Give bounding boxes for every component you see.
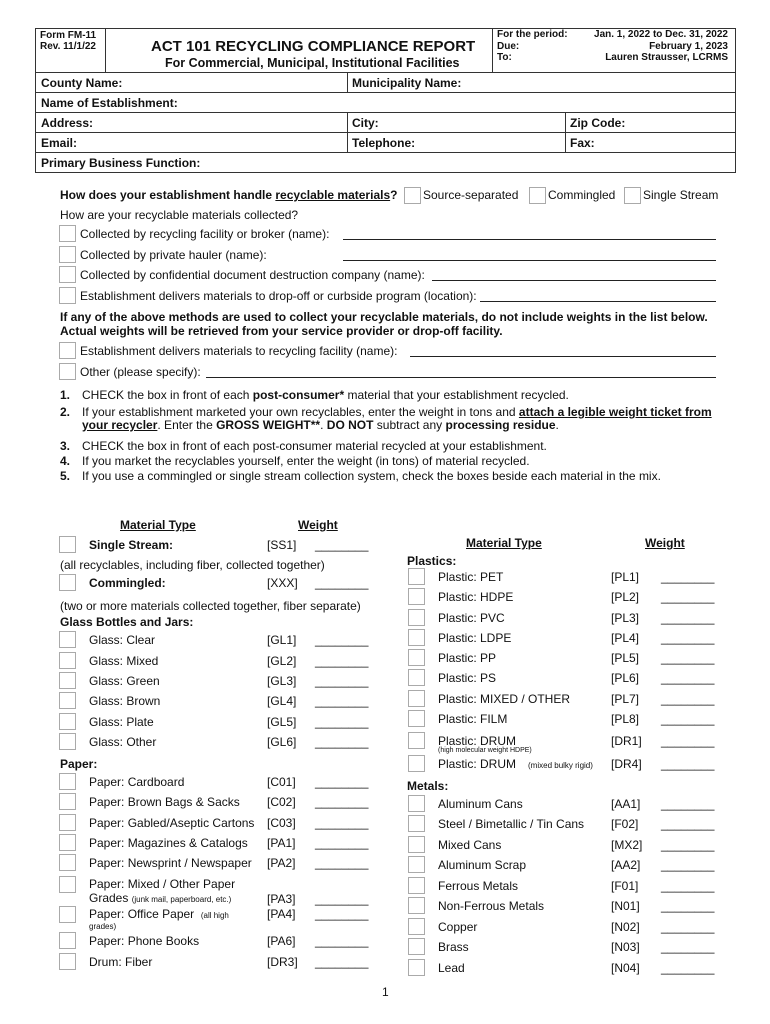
due-value: February 1, 2023 (649, 41, 728, 52)
t: Glass: Brown (89, 694, 161, 708)
weight-input[interactable]: ________ (661, 757, 715, 771)
q-text: How does your establishment handle (60, 188, 276, 202)
material-label (438, 838, 513, 852)
t: Paper: Magazines & Catalogs (89, 836, 248, 850)
t: Steel / Bimetallic / Tin Cans (438, 817, 585, 831)
material-label (438, 734, 528, 748)
t: Plastic: DRUM (438, 734, 517, 748)
material-label (89, 674, 172, 688)
section-heading: Paper: (60, 757, 98, 771)
commingled-material-checkbox[interactable] (59, 574, 76, 591)
collection-option: Establishment delivers materials to recycling facility (name): (80, 344, 398, 358)
divider (35, 92, 735, 93)
source-separated-checkbox[interactable] (404, 187, 421, 204)
single-stream-checkbox[interactable] (624, 187, 641, 204)
weight-input[interactable]: ________ (661, 838, 715, 852)
material-code: [C03] (267, 816, 296, 830)
material-code: [PL3] (611, 611, 640, 625)
weight-input[interactable]: ________ (661, 671, 715, 685)
step-number: 4. (60, 454, 71, 468)
t: GROSS WEIGHT** (216, 418, 321, 432)
material-label (438, 920, 489, 934)
weight-input[interactable]: ________ (315, 654, 369, 668)
divider (35, 172, 735, 173)
material-code: [PL7] (611, 692, 640, 706)
address-field[interactable]: Address: (41, 116, 94, 130)
material-code: [PA6] (267, 934, 296, 948)
t: Paper: Gabled/Aseptic Cartons (89, 816, 255, 830)
material-checkbox[interactable] (408, 938, 425, 955)
divider (35, 132, 735, 133)
t: Lead (438, 961, 465, 975)
weight-input[interactable]: ________ (315, 775, 369, 789)
material-checkbox[interactable] (408, 856, 425, 873)
material-label (438, 961, 477, 975)
t: attach a legible weight ticket from (518, 405, 712, 419)
period-value: Jan. 1, 2022 to Dec. 31, 2022 (594, 29, 728, 40)
t: Brass (438, 940, 469, 954)
material-code: [F01] (611, 879, 639, 893)
material-label (89, 907, 229, 921)
material-label (438, 712, 519, 726)
t: Paper: Brown Bags & Sacks (89, 795, 240, 809)
material-note: (high molecular weight HDPE) (438, 747, 532, 754)
material-label (89, 775, 196, 789)
weight-input[interactable]: ________ (661, 611, 715, 625)
weight-input[interactable]: ________ (661, 734, 715, 748)
divider (35, 72, 735, 73)
t: DO NOT (326, 418, 374, 432)
t: Paper: Newsprint / Newspaper (89, 856, 252, 870)
form-revision: Rev. 11/1/22 (40, 41, 96, 52)
column-header-material: Material Type (466, 536, 542, 550)
material-code: [XXX] (267, 576, 298, 590)
single-stream-material-checkbox[interactable] (59, 536, 76, 553)
t: Paper: Office Paper (89, 907, 195, 921)
material-label (438, 858, 538, 872)
material-label (89, 735, 168, 749)
to-value: Lauren Strausser, LCRMS (605, 52, 728, 63)
t: (mixed bulky rigid) (528, 761, 593, 770)
t: Paper: Cardboard (89, 775, 185, 789)
option-label: Commingled (548, 188, 616, 202)
t: Glass: Clear (89, 633, 156, 647)
t: Glass: Plate (89, 715, 154, 729)
notice-text: Actual weights will be retrieved from your service provider or drop-off facility. (60, 324, 503, 338)
t: (all high (200, 911, 229, 920)
business-function-field[interactable]: Primary Business Function: (41, 156, 201, 170)
collection-option: Collected by private hauler (name): (80, 248, 267, 262)
material-label: Commingled: (89, 576, 166, 590)
to-label: To: (497, 52, 512, 63)
material-code: [GL5] (267, 715, 297, 729)
material-checkbox[interactable] (408, 588, 425, 605)
weight-input[interactable]: ________ (315, 633, 369, 647)
fax-field[interactable]: Fax: (570, 136, 595, 150)
material-note: (two or more materials collected together, fiber separate) (60, 599, 361, 613)
instruction-5: If you use a commingled or single stream collection system, check the boxes beside each material in the mix. (82, 469, 661, 483)
material-checkbox[interactable] (408, 795, 425, 812)
material-label (89, 836, 260, 850)
collection-option: Other (please specify): (80, 365, 201, 379)
divider (565, 112, 566, 152)
weight-input[interactable]: ________ (315, 715, 369, 729)
weight-input[interactable]: ________ (661, 899, 715, 913)
material-code: [MX2] (611, 838, 643, 852)
t: Mixed Cans (438, 838, 502, 852)
t: Aluminum Cans (438, 797, 523, 811)
material-label (438, 611, 517, 625)
material-code: [PA3] (267, 892, 296, 906)
t: Plastic: PS (438, 671, 497, 685)
t: material that your establishment recycled. (344, 388, 569, 402)
section-heading: Metals: (407, 779, 449, 793)
material-checkbox[interactable] (59, 906, 76, 923)
material-code: [PL5] (611, 651, 640, 665)
instruction-2-cont (82, 418, 559, 432)
material-checkbox[interactable] (408, 836, 425, 853)
material-code: [N03] (611, 940, 640, 954)
material-code: [AA1] (611, 797, 641, 811)
county-field[interactable]: County Name: (41, 76, 123, 90)
material-code: [C01] (267, 775, 296, 789)
email-field[interactable]: Email: (41, 136, 78, 150)
material-checkbox[interactable] (408, 918, 425, 935)
weight-input[interactable]: ________ (661, 692, 715, 706)
material-checkbox[interactable] (408, 568, 425, 585)
t: post-consumer* (252, 388, 345, 402)
t: Aluminum Scrap (438, 858, 527, 872)
weight-input[interactable]: ________ (315, 955, 369, 969)
location-input[interactable] (480, 301, 716, 302)
material-code: [C02] (267, 795, 296, 809)
weight-input[interactable]: ________ (315, 856, 369, 870)
material-checkbox[interactable] (408, 877, 425, 894)
t: CHECK the box in front of each (82, 388, 253, 402)
weight-input[interactable]: ________ (315, 694, 369, 708)
weight-input[interactable]: ________ (661, 961, 715, 975)
page-subtitle: For Commercial, Municipal, Institutional Facilities (165, 56, 460, 70)
zip-field[interactable]: Zip Code: (570, 116, 626, 130)
weight-input[interactable]: ________ (661, 631, 715, 645)
t: subtract any (373, 418, 446, 432)
t: . Enter the (157, 418, 217, 432)
divider (105, 28, 106, 72)
t: Plastic: PP (438, 651, 497, 665)
column-header-weight: Weight (298, 518, 338, 532)
municipality-field[interactable]: Municipality Name: (352, 76, 462, 90)
t: Copper (438, 920, 478, 934)
material-label (438, 671, 508, 685)
collection-checkbox[interactable] (59, 363, 76, 380)
form-number: Form FM-11 (40, 30, 97, 41)
t: Plastic: HDPE (438, 590, 514, 604)
material-code: [F02] (611, 817, 639, 831)
divider (492, 28, 493, 72)
weight-input[interactable]: ________ (315, 735, 369, 749)
page-number: 1 (382, 985, 389, 999)
material-note: grades) (89, 922, 117, 931)
material-code: [AA2] (611, 858, 641, 872)
collection-checkbox[interactable] (59, 266, 76, 283)
notice-text: If any of the above methods are used to collect your recyclable materials, do not include weights in the list below. (60, 310, 708, 324)
option-label: Single Stream (643, 188, 719, 202)
instruction-3: CHECK the box in front of each post-consumer material recycled at your establishment. (82, 439, 547, 453)
material-label (89, 795, 252, 809)
material-code: [PL6] (611, 671, 640, 685)
collection-checkbox[interactable] (59, 342, 76, 359)
t: processing residue (445, 418, 556, 432)
weight-input[interactable]: ________ (315, 934, 369, 948)
weight-input[interactable]: ________ (661, 940, 715, 954)
collection-option: Collected by confidential document destruction company (name): (80, 268, 425, 282)
material-label (89, 633, 167, 647)
step-number: 5. (60, 469, 71, 483)
establishment-field[interactable]: Name of Establishment: (41, 96, 178, 110)
weight-input[interactable]: ________ (315, 795, 369, 809)
t: . (555, 418, 559, 432)
material-checkbox[interactable] (59, 631, 76, 648)
material-label (89, 816, 266, 830)
material-checkbox[interactable] (408, 959, 425, 976)
weight-input[interactable]: ________ (315, 538, 369, 552)
material-label (438, 757, 593, 771)
material-code: [PL8] (611, 712, 640, 726)
material-code: [SS1] (267, 538, 297, 552)
material-label (438, 631, 523, 645)
material-code: [GL2] (267, 654, 297, 668)
material-code: [N02] (611, 920, 640, 934)
material-label (438, 590, 525, 604)
material-code: [GL1] (267, 633, 297, 647)
handling-question (60, 188, 397, 202)
name-input[interactable] (343, 239, 716, 240)
collection-checkbox[interactable] (59, 287, 76, 304)
material-label (438, 899, 556, 913)
other-input[interactable] (206, 377, 716, 378)
t: Glass: Mixed (89, 654, 159, 668)
material-code: [PA2] (267, 856, 296, 870)
material-code: [PA1] (267, 836, 296, 850)
instruction-4: If you market the recyclables yourself, enter the weight (in tons) of material recycled. (82, 454, 530, 468)
t: Glass: Green (89, 674, 160, 688)
telephone-field[interactable]: Telephone: (352, 136, 416, 150)
material-checkbox[interactable] (59, 834, 76, 851)
material-code: [PL4] (611, 631, 640, 645)
weight-input[interactable]: ________ (661, 879, 715, 893)
material-checkbox[interactable] (408, 897, 425, 914)
material-checkbox[interactable] (59, 814, 76, 831)
page-title: ACT 101 RECYCLING COMPLIANCE REPORT (151, 38, 476, 55)
material-checkbox[interactable] (408, 732, 425, 749)
divider (735, 28, 736, 173)
material-label (89, 654, 170, 668)
divider (35, 28, 36, 173)
material-label (438, 940, 481, 954)
material-code: [DR3] (267, 955, 298, 969)
q-text: ? (390, 188, 398, 202)
name-input[interactable] (410, 356, 716, 357)
divider (347, 72, 348, 92)
weight-input[interactable]: ________ (661, 817, 715, 831)
material-checkbox[interactable] (408, 755, 425, 772)
t: Plastic: FILM (438, 712, 508, 726)
name-input[interactable] (343, 260, 716, 261)
material-checkbox[interactable] (408, 669, 425, 686)
period-label: For the period: (497, 29, 568, 40)
t: If your establishment marketed your own recyclables, enter the weight in tons and (82, 405, 519, 419)
material-checkbox[interactable] (59, 854, 76, 871)
t: Plastic: DRUM (438, 757, 517, 771)
t: (junk mail, paperboard, etc.) (131, 895, 232, 904)
weight-input[interactable]: ________ (661, 590, 715, 604)
material-checkbox[interactable] (59, 953, 76, 970)
material-checkbox[interactable] (408, 629, 425, 646)
divider (347, 112, 348, 152)
weight-input[interactable]: ________ (661, 797, 715, 811)
material-checkbox[interactable] (408, 649, 425, 666)
t: Plastic: MIXED / OTHER (438, 692, 571, 706)
collection-option: Collected by recycling facility or broker (name): (80, 227, 330, 241)
collection-option: Establishment delivers materials to drop-off or curbside program (location): (80, 289, 477, 303)
material-code: [PA4] (267, 907, 296, 921)
material-label (89, 856, 264, 870)
material-label (89, 715, 166, 729)
material-label (438, 692, 582, 706)
weight-input[interactable]: ________ (661, 651, 715, 665)
material-checkbox[interactable] (408, 815, 425, 832)
t: Plastic: PET (438, 570, 504, 584)
collection-checkbox[interactable] (59, 225, 76, 242)
q-underlined: recyclable materials (275, 188, 391, 202)
material-checkbox[interactable] (408, 609, 425, 626)
material-code: [DR4] (611, 757, 642, 771)
weight-input[interactable]: ________ (315, 892, 369, 906)
weight-input[interactable]: ________ (315, 816, 369, 830)
option-label: Source-separated (423, 188, 519, 202)
t: Glass: Other (89, 735, 157, 749)
material-checkbox[interactable] (59, 932, 76, 949)
material-code: [PL1] (611, 570, 640, 584)
column-header-weight: Weight (645, 536, 685, 550)
due-label: Due: (497, 41, 520, 52)
commingled-checkbox[interactable] (529, 187, 546, 204)
step-number: 3. (60, 439, 71, 453)
material-label (438, 817, 596, 831)
name-input[interactable] (432, 280, 716, 281)
t: Grades (89, 891, 129, 905)
weight-input[interactable]: ________ (661, 858, 715, 872)
material-checkbox[interactable] (408, 690, 425, 707)
material-checkbox[interactable] (59, 793, 76, 810)
material-label: Paper: Mixed / Other Paper (89, 877, 236, 891)
t: Ferrous Metals (438, 879, 519, 893)
material-code: [GL4] (267, 694, 297, 708)
material-checkbox[interactable] (59, 876, 76, 893)
weight-input[interactable]: ________ (661, 570, 715, 584)
weight-input[interactable]: ________ (315, 674, 369, 688)
t: your recycler (82, 418, 158, 432)
t: Plastic: LDPE (438, 631, 512, 645)
collection-checkbox[interactable] (59, 246, 76, 263)
t: Drum: Fiber (89, 955, 153, 969)
material-label (438, 797, 535, 811)
material-code: [DR1] (611, 734, 642, 748)
divider (35, 112, 735, 113)
material-code: [N04] (611, 961, 640, 975)
t: Non-Ferrous Metals (438, 899, 545, 913)
material-label (89, 694, 172, 708)
material-label (89, 934, 211, 948)
collection-question: How are your recyclable materials collected? (60, 208, 299, 222)
material-label (438, 879, 530, 893)
section-heading: Plastics: (407, 554, 457, 568)
material-checkbox[interactable] (59, 733, 76, 750)
weight-input[interactable]: ________ (661, 920, 715, 934)
material-label (89, 955, 164, 969)
section-heading: Glass Bottles and Jars: (60, 615, 194, 629)
instruction-2 (82, 405, 712, 419)
material-checkbox[interactable] (59, 692, 76, 709)
material-checkbox[interactable] (408, 710, 425, 727)
material-label (438, 651, 508, 665)
material-code: [GL6] (267, 735, 297, 749)
column-header-material: Material Type (120, 518, 196, 532)
material-checkbox[interactable] (59, 773, 76, 790)
divider (35, 152, 735, 153)
step-number: 1. (60, 388, 71, 402)
t: . (320, 418, 327, 432)
material-checkbox[interactable] (59, 672, 76, 689)
weight-input[interactable]: ________ (661, 712, 715, 726)
step-number: 2. (60, 405, 71, 419)
material-label (438, 570, 515, 584)
instruction-1 (82, 388, 569, 402)
material-note: (all recyclables, including fiber, collected together) (60, 558, 325, 572)
material-checkbox[interactable] (59, 713, 76, 730)
t: Plastic: PVC (438, 611, 505, 625)
material-label: Single Stream: (89, 538, 174, 552)
material-code: [GL3] (267, 674, 297, 688)
t: Paper: Phone Books (89, 934, 200, 948)
material-checkbox[interactable] (59, 652, 76, 669)
weight-input[interactable]: ________ (315, 907, 369, 921)
weight-input[interactable]: ________ (315, 576, 369, 590)
weight-input[interactable]: ________ (315, 836, 369, 850)
city-field[interactable]: City: (352, 116, 379, 130)
material-code: [N01] (611, 899, 640, 913)
material-code: [PL2] (611, 590, 640, 604)
material-label (89, 891, 231, 905)
